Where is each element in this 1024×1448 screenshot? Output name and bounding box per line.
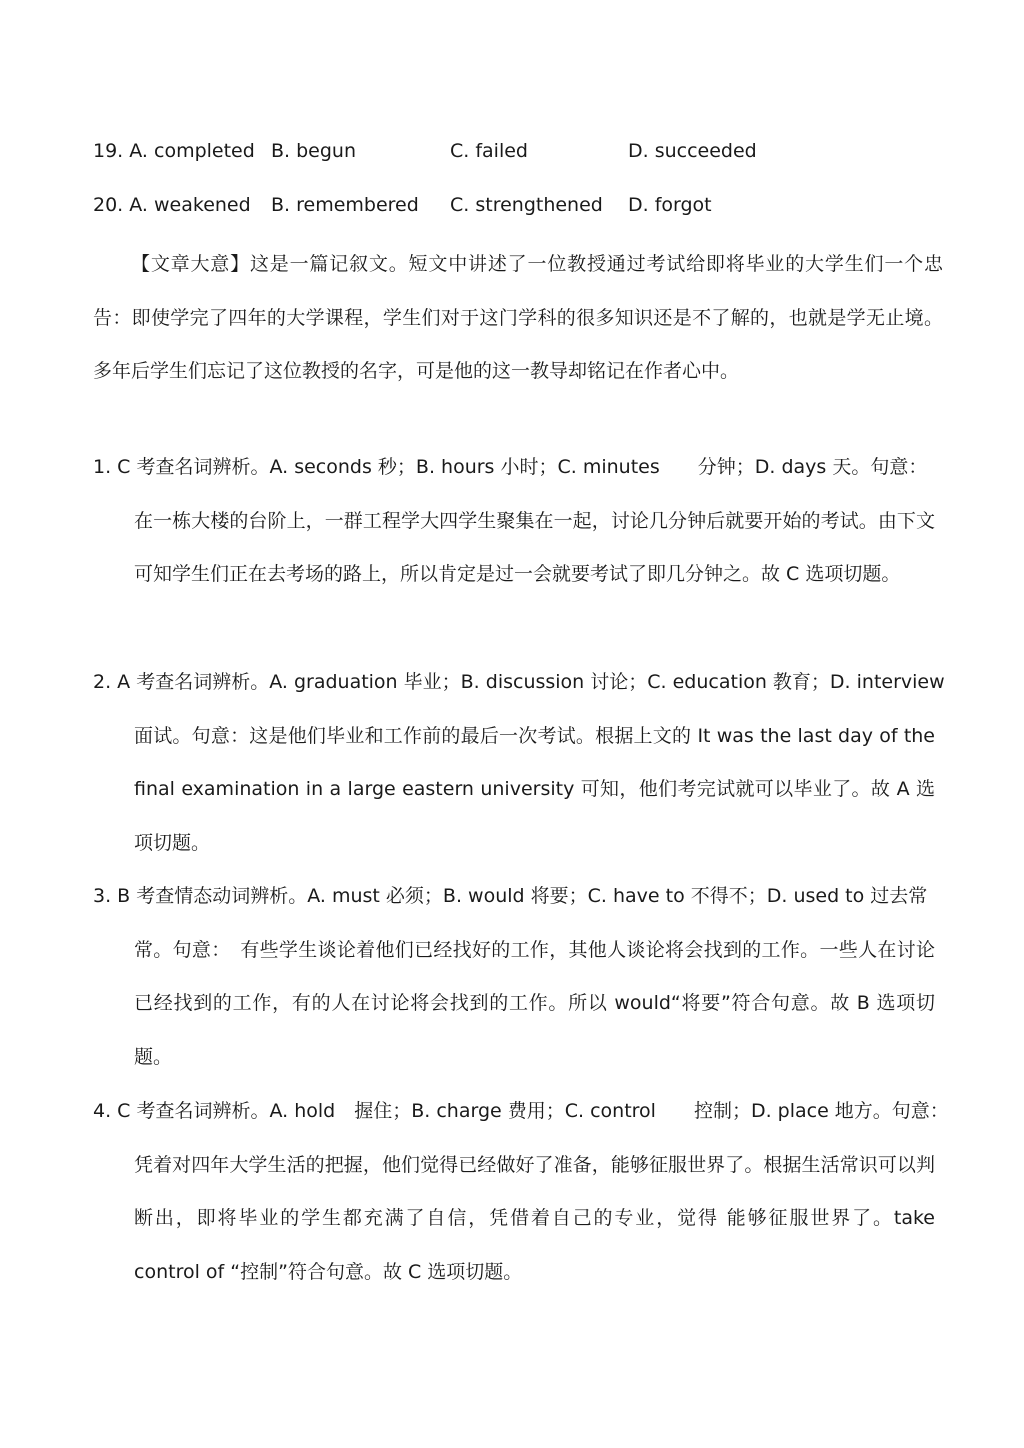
answer-4 <box>93 1085 949 1299</box>
article-summary: 【文章大意】这是一篇记叙文。短文中讲述了一位教授通过考试给即将毕业的大学生们一个忠告：即使学完了四年的大学课程，学生们对于这门学科的很多知识还是不了解的，也就是学无止境。多年后学生们忘记了这位教授的名字，可是他的这一教导却铭记在作者心中。 <box>93 253 943 382</box>
answer-1 <box>93 441 935 602</box>
option-20-c: C. strengthened <box>450 194 603 216</box>
answer-2 <box>93 656 945 870</box>
answer-4-first-line: 4. C 考查名词辨析。A. hold 握住；B. charge 费用；C. control 控制；D. place 地方。句意： <box>93 1100 949 1122</box>
answer-2-explanation: 面试。句意：这是他们毕业和工作前的最后一次考试。根据上文的 It was the last day of the final examination in a large eastern university 可知，他们考完试就可以毕业了。故 A 选项切题。 <box>134 724 935 854</box>
question-19-options <box>93 136 953 166</box>
option-20-d: D. forgot <box>628 194 712 216</box>
answer-4-explanation: 凭着对四年大学生活的把握，他们觉得已经做好了准备，能够征服世界了。根据生活常识可以判断出，即将毕业的学生都充满了自信，凭借着自己的专业，觉得 能够征服世界了。take control of “控制”符合句意。故 C 选项切题。 <box>134 1153 935 1283</box>
option-19-c: C. failed <box>450 140 528 162</box>
option-19-b: B. begun <box>271 140 357 162</box>
option-19-d: D. succeeded <box>628 140 757 162</box>
answer-2-first-line: 2. A 考查名词辨析。A. graduation 毕业；B. discussion 讨论；C. education 教育；D. interview <box>93 671 945 693</box>
question-20-options <box>93 190 953 220</box>
answer-3-first-line: 3. B 考查情态动词辨析。A. must 必须；B. would 将要；C. have to 不得不；D. used to 过去常 <box>93 885 928 907</box>
answer-3 <box>93 870 935 1084</box>
answer-1-first-line: 1. C 考查名词辨析。A. seconds 秒；B. hours 小时；C. minutes 分钟；D. days 天。句意： <box>93 456 928 478</box>
option-19-a: 19. A. completed <box>93 140 255 162</box>
option-20-a: 20. A. weakened <box>93 194 251 216</box>
answer-3-explanation: 常。句意： 有些学生谈论着他们已经找好的工作，其他人谈论将会找到的工作。一些人在讨论已经找到的工作，有的人在讨论将会找到的工作。所以 would“将要”符合句意。故 B 选项切题。 <box>134 938 935 1068</box>
option-20-b: B. remembered <box>271 194 419 216</box>
answer-1-explanation: 在一栋大楼的台阶上，一群工程学大四学生聚集在一起，讨论几分钟后就要开始的考试。由下文可知学生们正在去考场的路上，所以肯定是过一会就要考试了即几分钟之。故 C 选项切题。 <box>134 509 935 586</box>
